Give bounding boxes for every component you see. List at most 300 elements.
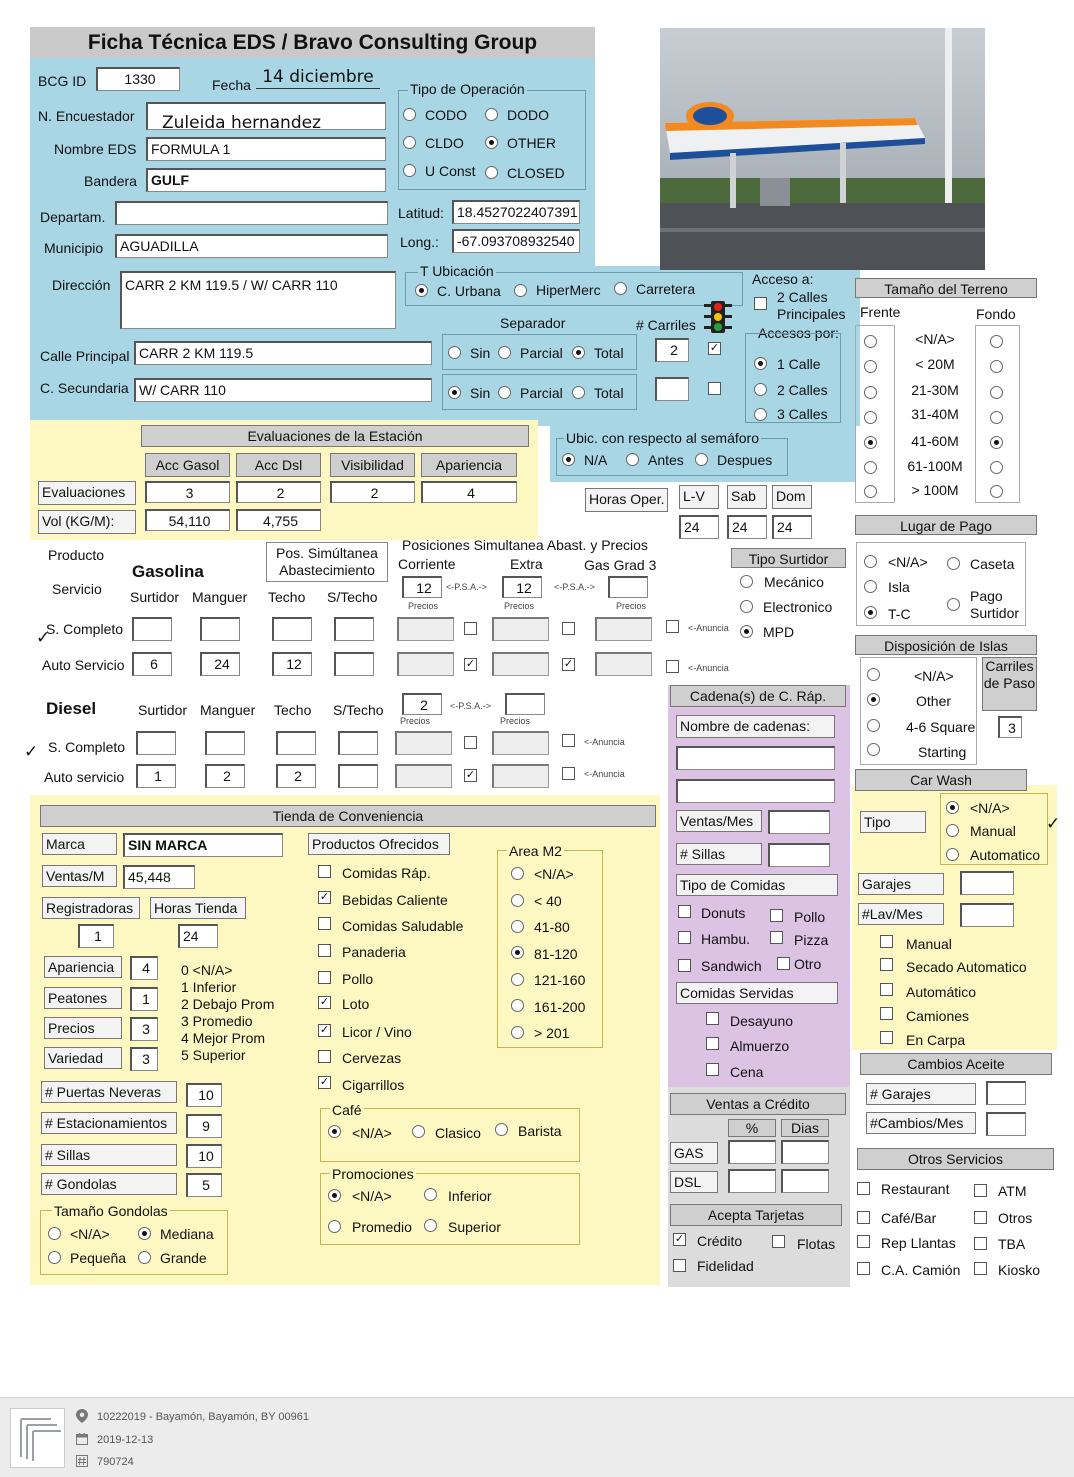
- tba-checkbox[interactable]: [974, 1237, 987, 1250]
- sep1-total-radio[interactable]: [572, 346, 585, 359]
- document-thumbnail-icon: [10, 1408, 65, 1468]
- producto-label: Cigarrillos: [342, 1077, 405, 1093]
- other-radio[interactable]: [485, 136, 498, 149]
- gas-sc-corriente-checkbox[interactable]: [464, 622, 477, 635]
- carwash-title: Car Wash: [855, 769, 1027, 791]
- dsl-sc-precio-2[interactable]: [492, 731, 549, 755]
- tipo-comidas-label: Tipo de Comidas: [676, 874, 838, 896]
- credito-dias-header: Dias: [781, 1119, 829, 1137]
- dos-calles-label: 2 Calles: [777, 382, 828, 398]
- psa-label: <-P.S.A.->: [450, 701, 491, 711]
- gondola-na-radio[interactable]: [48, 1227, 61, 1240]
- almuerzo-checkbox[interactable]: [706, 1037, 719, 1050]
- comidas-servidas-label: Comidas Servidas: [676, 982, 838, 1004]
- calle-secundaria-field[interactable]: W/ CARR 110: [134, 378, 432, 402]
- producto-label: Loto: [342, 996, 370, 1012]
- cadena-2-field[interactable]: [676, 779, 835, 803]
- gas-sc-precio-extra[interactable]: [492, 617, 549, 641]
- horas-lv-field[interactable]: 24: [679, 515, 719, 539]
- credito-dsl-pct-field[interactable]: [728, 1169, 776, 1193]
- bandera-label: Bandera: [84, 173, 137, 189]
- vol-dsl-field[interactable]: 4,755: [236, 509, 321, 531]
- diesel-psa-field[interactable]: 2: [402, 693, 442, 715]
- dsl-as-techo-field[interactable]: 2: [276, 764, 316, 788]
- cafe-na-radio[interactable]: [328, 1125, 341, 1138]
- gas-sc-precio-grad3[interactable]: [595, 617, 652, 641]
- gas-as-precio-corriente[interactable]: [397, 652, 454, 676]
- servicio-label: Servicio: [52, 581, 102, 597]
- rep-llantas-checkbox[interactable]: [857, 1235, 870, 1248]
- aceite-cambios-field[interactable]: [986, 1112, 1026, 1136]
- otros-checkbox[interactable]: [974, 1211, 987, 1224]
- carwash-manual-radio[interactable]: [946, 824, 959, 837]
- puertas-neveras-field[interactable]: 10: [186, 1083, 222, 1107]
- cw-manual-label: Manual: [906, 936, 952, 952]
- ventas-mes-field[interactable]: [768, 810, 830, 834]
- psa-label: <-P.S.A.->: [446, 582, 487, 592]
- ventas-m-field[interactable]: 45,448: [123, 865, 195, 889]
- promo-superior-radio[interactable]: [424, 1219, 437, 1232]
- gas-col-header: Manguer: [192, 589, 248, 605]
- gas-as-corriente-checkbox[interactable]: ✓: [465, 658, 476, 670]
- pago-na-label: <N/A>: [888, 554, 928, 570]
- sep1-sin-radio[interactable]: [448, 346, 461, 359]
- gondolas-field[interactable]: 5: [186, 1173, 222, 1197]
- productos-title: Productos Ofrecidos: [308, 833, 450, 855]
- gas-as-stecho-field[interactable]: [334, 652, 374, 676]
- area-label: 121-160: [534, 972, 586, 988]
- pago-surtidor-label: Pago Surtidor: [970, 588, 1020, 621]
- carretera-radio[interactable]: [614, 282, 627, 295]
- horas-sab-field[interactable]: 24: [727, 515, 767, 539]
- credito-title: Ventas a Crédito: [670, 1093, 846, 1115]
- credito-gas-pct-field[interactable]: [728, 1140, 776, 1164]
- dsl-sc-precio[interactable]: [395, 731, 452, 755]
- dsl-col-header: Surtidor: [138, 702, 188, 718]
- hambu-checkbox[interactable]: [678, 931, 691, 944]
- almuerzo-label: Almuerzo: [730, 1038, 790, 1054]
- carriles-paso-label: Carriles de Paso: [982, 657, 1037, 711]
- calle-principal-field[interactable]: CARR 2 KM 119.5: [134, 341, 432, 365]
- desayuno-checkbox[interactable]: [706, 1012, 719, 1025]
- grad3-psa-field[interactable]: [608, 576, 648, 598]
- codo-radio[interactable]: [403, 108, 416, 121]
- frente-radio[interactable]: [864, 386, 877, 399]
- otro-checkbox[interactable]: [777, 957, 790, 970]
- diesel-psa-2-field[interactable]: [505, 693, 545, 715]
- area-radio[interactable]: [511, 867, 524, 880]
- horas-dom-field[interactable]: 24: [772, 515, 812, 539]
- tres-calles-radio[interactable]: [754, 408, 767, 421]
- area-radio[interactable]: [511, 1026, 524, 1039]
- caseta-radio[interactable]: [947, 557, 960, 570]
- eval-acc-gasol-field[interactable]: 3: [145, 481, 230, 503]
- gas-sc-techo-field[interactable]: [272, 617, 312, 641]
- precios-tienda-field[interactable]: 3: [130, 1017, 158, 1041]
- sep2-sin-radio[interactable]: [448, 386, 461, 399]
- nombre-cadenas-label: Nombre de cadenas:: [676, 715, 835, 738]
- urbana-radio[interactable]: [415, 284, 428, 297]
- mpd-label: MPD: [763, 624, 795, 640]
- sandwich-checkbox[interactable]: [678, 959, 691, 972]
- cadena-1-field[interactable]: [676, 746, 835, 770]
- gas-sc-extra-checkbox[interactable]: [562, 622, 575, 635]
- terreno-row-label: 41-60M: [911, 433, 959, 449]
- nombre-eds-field[interactable]: FORMULA 1: [146, 137, 386, 161]
- tc-radio[interactable]: [864, 606, 877, 619]
- carriles-1-field[interactable]: 2: [655, 338, 689, 362]
- sillas-field[interactable]: [768, 843, 830, 867]
- carriles-2-field[interactable]: [655, 377, 689, 401]
- dsl-as-stecho-field[interactable]: [338, 764, 378, 788]
- apariencia-label: Apariencia: [44, 956, 122, 978]
- scale-item: 1 Inferior: [181, 979, 237, 995]
- credito-pct-header: %: [728, 1119, 776, 1137]
- variedad-field[interactable]: 3: [130, 1047, 158, 1071]
- carriles-paso-field[interactable]: 3: [998, 716, 1022, 738]
- tienda-sillas-label: # Sillas: [41, 1144, 177, 1166]
- gas-as-extra-checkbox[interactable]: ✓: [563, 658, 574, 670]
- area-radio[interactable]: [511, 973, 524, 986]
- producto-label: Producto: [48, 547, 105, 563]
- semaforo-antes-radio[interactable]: [626, 453, 639, 466]
- producto-label: Panaderia: [342, 944, 406, 960]
- municipio-field[interactable]: AGUADILLA: [115, 234, 388, 258]
- producto-checkbox[interactable]: [318, 944, 331, 957]
- mecanico-label: Mecánico: [764, 574, 824, 590]
- station-photo: [660, 28, 985, 270]
- carriles-1-checkbox[interactable]: ✓: [709, 342, 720, 354]
- corriente-psa-field[interactable]: 12: [402, 576, 442, 598]
- producto-checkbox[interactable]: [318, 1050, 331, 1063]
- tienda-sillas-field[interactable]: 10: [186, 1144, 222, 1168]
- mecanico-radio[interactable]: [740, 575, 753, 588]
- disp-na-radio[interactable]: [867, 668, 880, 681]
- gas-col-header: Surtidor: [130, 589, 180, 605]
- dsl-sc-anuncia-checkbox[interactable]: [562, 734, 575, 747]
- marca-field[interactable]: SIN MARCA: [123, 833, 283, 857]
- gas-as-manguer-field[interactable]: 24: [200, 652, 240, 676]
- cafe-barista-label: Barista: [518, 1123, 562, 1139]
- promo-inferior-radio[interactable]: [424, 1188, 437, 1201]
- frente-radio[interactable]: [864, 436, 877, 449]
- sillas-label: # Sillas: [676, 843, 762, 865]
- cafe-clasico-radio[interactable]: [412, 1125, 425, 1138]
- tarjeta-credito-checkbox[interactable]: ✓: [674, 1233, 685, 1245]
- cw-automatico-label: Automático: [906, 984, 977, 1000]
- restaurant-label: Restaurant: [881, 1181, 950, 1197]
- terreno-row-label: < 20M: [915, 356, 955, 372]
- eval-visibilidad-field[interactable]: 2: [330, 481, 415, 503]
- disp-square-label: 4-6 Square: [906, 719, 976, 735]
- kiosko-label: Kiosko: [998, 1262, 1041, 1278]
- pago-na-radio[interactable]: [864, 555, 877, 568]
- sep2-parcial-radio[interactable]: [498, 386, 511, 399]
- flotas-checkbox[interactable]: [772, 1235, 785, 1248]
- garajes-field[interactable]: [960, 871, 1014, 895]
- scale-item: 5 Superior: [181, 1047, 246, 1063]
- area-label: < 40: [534, 893, 562, 909]
- fondo-radio[interactable]: [990, 411, 1003, 424]
- dsl-sc-manguer-field[interactable]: [205, 731, 245, 755]
- fondo-radio[interactable]: [990, 360, 1003, 373]
- gas-sc-surtidor-field[interactable]: [132, 617, 172, 641]
- pago-surtidor-radio[interactable]: [947, 598, 960, 611]
- encuestador-field[interactable]: Zuleida hernandez: [146, 102, 386, 130]
- principales-checkbox[interactable]: [754, 297, 767, 310]
- dsl-as-manguer-field[interactable]: 2: [205, 764, 245, 788]
- gas-as-techo-field[interactable]: 12: [272, 652, 312, 676]
- eval-apariencia-field[interactable]: 4: [421, 481, 517, 503]
- carriles-2-checkbox[interactable]: [708, 382, 721, 395]
- cw-carpa-label: En Carpa: [906, 1032, 966, 1048]
- gondola-mediana-radio[interactable]: [138, 1227, 151, 1240]
- disposicion-title: Disposición de Islas: [855, 635, 1037, 655]
- tienda-title: Tienda de Conveniencia: [40, 805, 656, 827]
- terreno-row-label: 31-40M: [911, 406, 959, 422]
- dsl-sc-checkbox[interactable]: [464, 736, 477, 749]
- cafe-bar-checkbox[interactable]: [857, 1211, 870, 1224]
- pollo-cadena-checkbox[interactable]: [770, 909, 783, 922]
- departamento-label: Departam.: [40, 209, 106, 225]
- terreno-title: Tamaño del Terreno: [855, 278, 1037, 298]
- sep2-parcial-label: Parcial: [520, 385, 563, 401]
- frente-radio[interactable]: [864, 335, 877, 348]
- cw-secado-checkbox[interactable]: [880, 958, 893, 971]
- fondo-radio[interactable]: [990, 461, 1003, 474]
- sep2-sin-label: Sin: [470, 385, 491, 401]
- carwash-na-radio[interactable]: [946, 801, 959, 814]
- disp-other-radio[interactable]: [867, 693, 880, 706]
- carwash-manual-label: Manual: [970, 823, 1016, 839]
- cafe-barista-radio[interactable]: [495, 1123, 508, 1136]
- estacionamientos-field[interactable]: 9: [186, 1114, 222, 1138]
- una-calle-label: 1 Calle: [777, 356, 821, 372]
- hash-icon: [76, 1454, 88, 1466]
- fidelidad-checkbox[interactable]: [673, 1259, 686, 1272]
- page-title: Ficha Técnica EDS / Bravo Consulting Group: [30, 27, 595, 58]
- lugar-pago-title: Lugar de Pago: [855, 515, 1037, 535]
- fecha-field[interactable]: 14 diciembre: [256, 66, 380, 89]
- bcg-id-label: BCG ID: [38, 73, 87, 89]
- gas-as-anuncia-checkbox[interactable]: [666, 660, 679, 673]
- producto-checkbox[interactable]: ✓: [319, 1076, 330, 1088]
- gas-auto-servicio-label: Auto Servicio: [42, 657, 125, 673]
- promo-promedio-radio[interactable]: [328, 1220, 341, 1233]
- horas-tienda-field[interactable]: 24: [178, 924, 218, 948]
- gas-sc-stecho-field[interactable]: [334, 617, 374, 641]
- producto-checkbox[interactable]: [318, 865, 331, 878]
- ubicacion-title: T Ubicación: [420, 263, 494, 279]
- producto-checkbox[interactable]: [318, 971, 331, 984]
- dsl-sc-techo-field[interactable]: [276, 731, 316, 755]
- area-radio[interactable]: [511, 894, 524, 907]
- carwash-automatico-radio[interactable]: [946, 848, 959, 861]
- tba-label: TBA: [998, 1236, 1026, 1252]
- gas-as-surtidor-field[interactable]: 6: [132, 652, 172, 676]
- producto-checkbox[interactable]: ✓: [319, 1024, 330, 1036]
- frente-radio[interactable]: [864, 411, 877, 424]
- vol-label: Vol (KG/M):: [38, 510, 136, 534]
- gondola-na-label: <N/A>: [70, 1226, 110, 1242]
- traffic-light-icon: [702, 300, 734, 334]
- hipermerc-label: HiperMerc: [536, 282, 601, 298]
- cena-checkbox[interactable]: [706, 1063, 719, 1076]
- disp-square-radio[interactable]: [867, 719, 880, 732]
- gas-as-precio-extra[interactable]: [492, 652, 549, 676]
- gas-sc-anuncia-checkbox[interactable]: [666, 620, 679, 633]
- footer-date: 2019-12-13: [97, 1434, 154, 1446]
- area-radio[interactable]: [511, 946, 524, 959]
- sep2-total-label: Total: [594, 385, 624, 401]
- cw-automatico-checkbox[interactable]: [880, 983, 893, 996]
- calendar-icon: [76, 1432, 88, 1444]
- donuts-checkbox[interactable]: [678, 905, 691, 918]
- fondo-radio[interactable]: [990, 386, 1003, 399]
- carwash-checkmark-icon: ✓: [1046, 814, 1061, 833]
- latitud-field[interactable]: 18.4527022407391: [452, 200, 580, 224]
- kiosko-checkbox[interactable]: [974, 1262, 987, 1275]
- eval-acc-dsl-field[interactable]: 2: [236, 481, 321, 503]
- dsl-sc-surtidor-field[interactable]: [136, 731, 176, 755]
- area-label: 161-200: [534, 999, 586, 1015]
- carretera-label: Carretera: [636, 281, 696, 297]
- producto-label: Bebidas Caliente: [342, 892, 448, 908]
- area-radio[interactable]: [511, 920, 524, 933]
- footer-location: 10222019 - Bayamón, Bayamón, BY 00961: [97, 1411, 310, 1423]
- apariencia-field[interactable]: 4: [130, 956, 158, 980]
- frente-radio[interactable]: [864, 461, 877, 474]
- sep1-parcial-label: Parcial: [520, 345, 563, 361]
- scale-item: 0 <N/A>: [181, 962, 233, 978]
- sep1-parcial-radio[interactable]: [498, 346, 511, 359]
- dsl-as-surtidor-field[interactable]: 1: [136, 764, 176, 788]
- gas-sc-manguer-field[interactable]: [200, 617, 240, 641]
- gondola-grande-radio[interactable]: [138, 1251, 151, 1264]
- departamento-field[interactable]: [115, 201, 388, 225]
- anuncia-label: <-Anuncia: [688, 663, 729, 673]
- vol-gas-field[interactable]: 54,110: [145, 509, 230, 531]
- dsl-as-precio[interactable]: [395, 764, 452, 788]
- area-title: Area M2: [509, 843, 562, 859]
- horas-dom-label: Dom: [772, 485, 812, 509]
- lav-mes-field[interactable]: [960, 903, 1014, 927]
- direccion-label: Dirección: [52, 277, 111, 293]
- gondolas-label: # Gondolas: [41, 1173, 177, 1195]
- promo-na-radio[interactable]: [328, 1189, 341, 1202]
- sep2-total-radio[interactable]: [572, 386, 585, 399]
- electronico-radio[interactable]: [740, 600, 753, 613]
- closed-radio[interactable]: [485, 166, 498, 179]
- hipermerc-radio[interactable]: [514, 284, 527, 297]
- una-calle-radio[interactable]: [754, 357, 767, 370]
- carwash-automatico-label: Automatico: [970, 847, 1041, 863]
- other-label: OTHER: [507, 135, 556, 151]
- cldo-radio[interactable]: [403, 136, 416, 149]
- area-label: 81-120: [534, 946, 578, 962]
- caseta-label: Caseta: [970, 556, 1015, 572]
- frente-label: Frente: [860, 304, 901, 320]
- restaurant-checkbox[interactable]: [857, 1182, 870, 1195]
- pollo-cadena-label: Pollo: [794, 909, 826, 925]
- dodo-label: DODO: [507, 107, 549, 123]
- dos-calles-radio[interactable]: [754, 383, 767, 396]
- bcg-id-field[interactable]: 1330: [96, 67, 180, 91]
- disp-starting-radio[interactable]: [867, 743, 880, 756]
- area-label: > 201: [534, 1025, 570, 1041]
- acceso-title: Acceso a:: [752, 271, 814, 287]
- gondola-grande-label: Grande: [160, 1250, 207, 1266]
- precios-label: Precios: [400, 716, 431, 726]
- gas-col-header: S/Techo: [327, 589, 378, 605]
- frente-radio[interactable]: [864, 360, 877, 373]
- gas-as-precio-grad3[interactable]: [595, 652, 652, 676]
- cw-manual-checkbox[interactable]: [880, 935, 893, 948]
- ca-camion-checkbox[interactable]: [857, 1262, 870, 1275]
- cw-carpa-checkbox[interactable]: [880, 1031, 893, 1044]
- pizza-checkbox[interactable]: [770, 931, 783, 944]
- semaforo-despues-label: Despues: [717, 452, 773, 468]
- precios-label: Precios: [616, 601, 647, 611]
- dsl-as-anuncia-checkbox[interactable]: [562, 767, 575, 780]
- bandera-field[interactable]: GULF: [146, 168, 386, 192]
- desayuno-label: Desayuno: [730, 1013, 794, 1029]
- frente-radio[interactable]: [864, 485, 877, 498]
- rep-llantas-label: Rep Llantas: [881, 1235, 956, 1251]
- gas-sc-precio-corriente[interactable]: [397, 617, 454, 641]
- credito-gas-dias-field[interactable]: [781, 1140, 829, 1164]
- dodo-radio[interactable]: [485, 108, 498, 121]
- direccion-field[interactable]: CARR 2 KM 119.5 / W/ CARR 110: [120, 271, 396, 329]
- dsl-sc-stecho-field[interactable]: [338, 731, 378, 755]
- municipio-label: Municipio: [44, 240, 104, 256]
- isla-radio[interactable]: [864, 580, 877, 593]
- uconst-radio[interactable]: [403, 164, 416, 177]
- producto-checkbox[interactable]: ✓: [319, 891, 330, 903]
- semaforo-na-radio[interactable]: [562, 453, 575, 466]
- scale-item: 4 Mejor Prom: [181, 1030, 266, 1046]
- fondo-radio[interactable]: [990, 335, 1003, 348]
- mpd-radio[interactable]: [740, 625, 753, 638]
- terreno-row-label: 21-30M: [911, 382, 959, 398]
- otros-label: Otros: [998, 1210, 1033, 1226]
- carriles-title: # Carriles: [636, 317, 696, 333]
- atm-checkbox[interactable]: [974, 1184, 987, 1197]
- producto-checkbox[interactable]: ✓: [319, 996, 330, 1008]
- dsl-as-precio-2[interactable]: [492, 764, 549, 788]
- eval-col-header: Visibilidad: [330, 453, 415, 477]
- longitud-field[interactable]: -67.093708932540: [452, 229, 580, 253]
- credito-dsl-dias-field[interactable]: [781, 1169, 829, 1193]
- dsl-as-checkbox[interactable]: ✓: [465, 769, 476, 781]
- area-radio[interactable]: [511, 999, 524, 1012]
- fondo-radio[interactable]: [990, 485, 1003, 498]
- extra-psa-field[interactable]: 12: [502, 576, 542, 598]
- fondo-radio[interactable]: [990, 436, 1003, 449]
- aceite-garajes-field[interactable]: [986, 1081, 1026, 1105]
- sep1-total-label: Total: [594, 345, 624, 361]
- peatones-field[interactable]: 1: [130, 987, 158, 1011]
- cw-secado-label: Secado Automatico: [906, 959, 1027, 975]
- cw-camiones-checkbox[interactable]: [880, 1007, 893, 1020]
- scale-item: 3 Promedio: [181, 1013, 253, 1029]
- producto-checkbox[interactable]: [318, 917, 331, 930]
- diesel-title: Diesel: [46, 699, 97, 718]
- registradoras-field[interactable]: 1: [78, 924, 114, 948]
- semaforo-despues-radio[interactable]: [695, 453, 708, 466]
- gas-col-header: Techo: [268, 589, 306, 605]
- gondola-pequena-radio[interactable]: [48, 1251, 61, 1264]
